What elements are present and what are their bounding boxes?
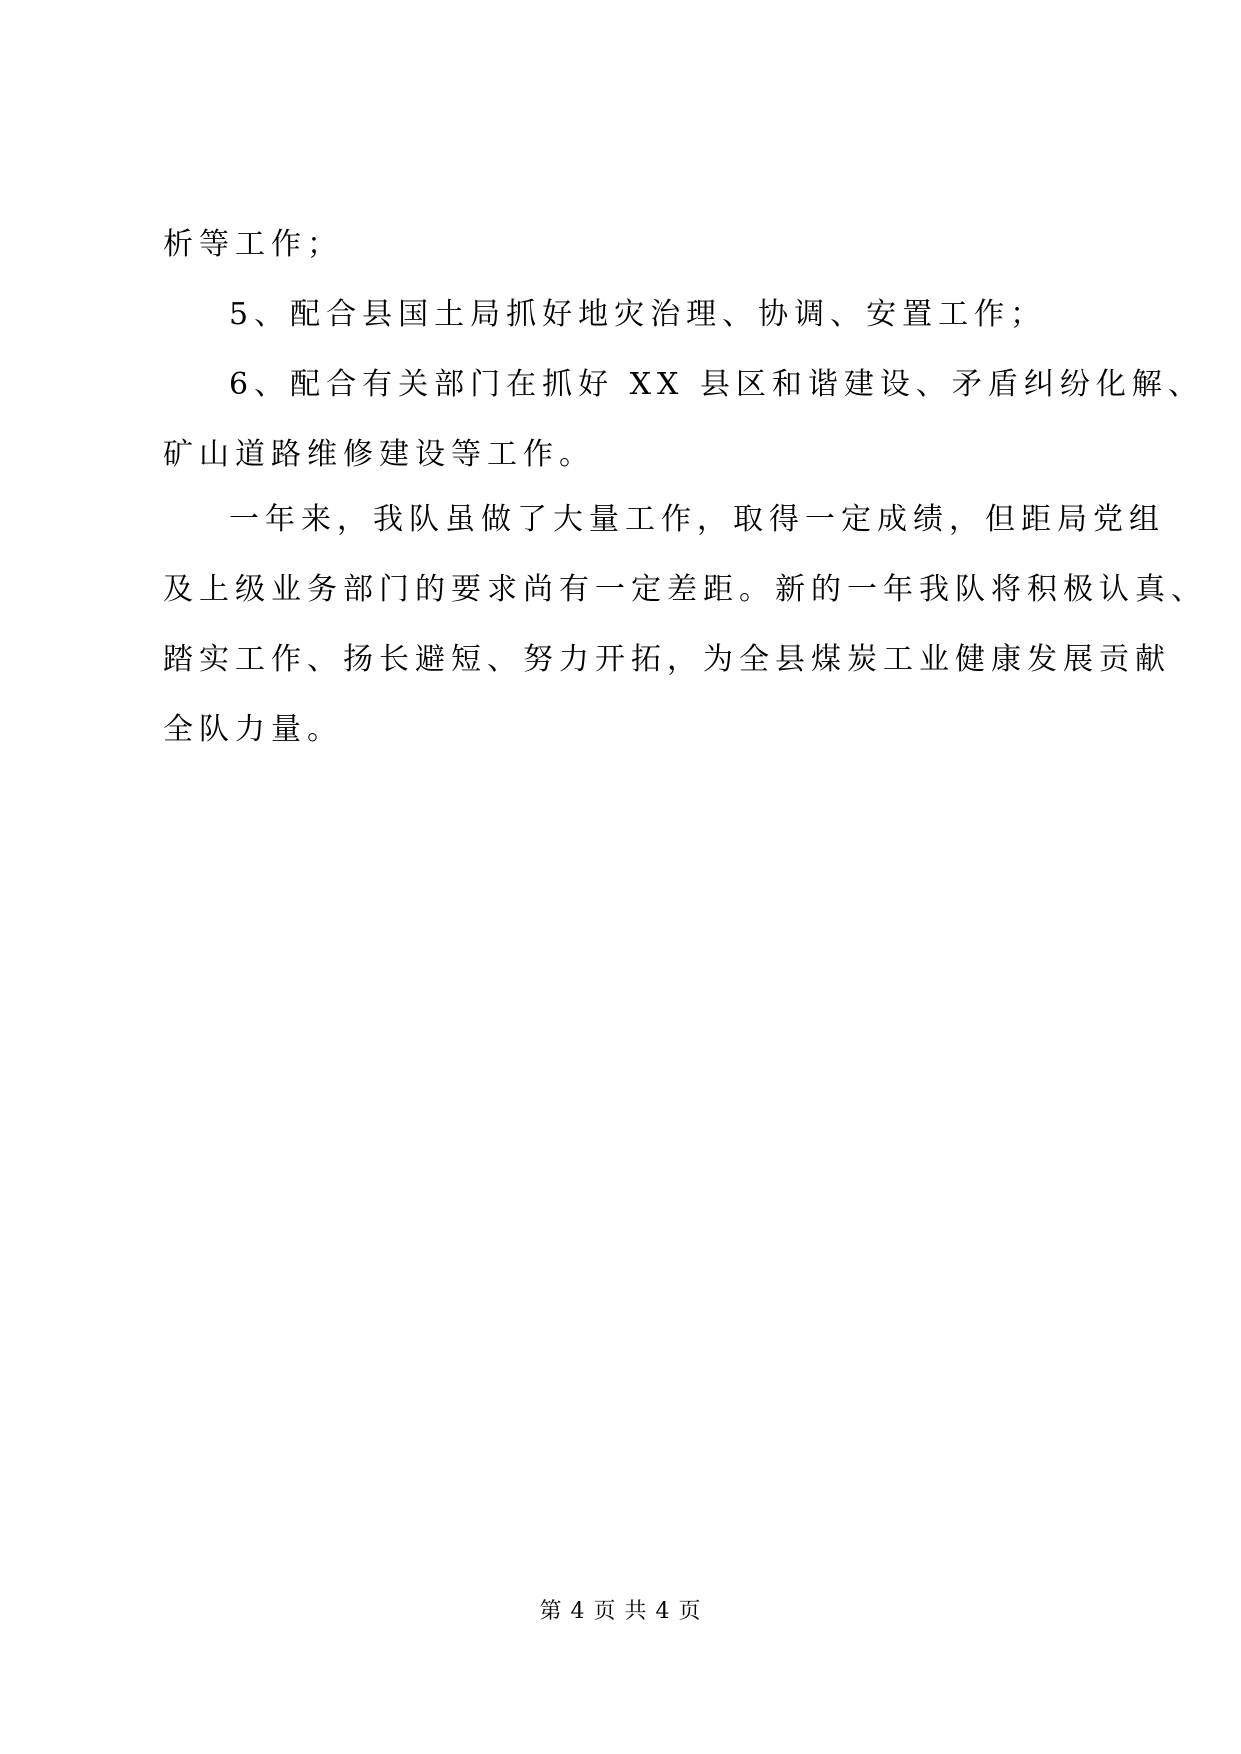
summary-paragraph-start: 一年来，我队虽做了大量工作，取得一定成绩，但距局党组 — [229, 502, 1165, 537]
page-number-footer: 第 4 页 共 4 页 — [539, 1599, 702, 1624]
list-item-6: 6、配合有关部门在抓好 XX 县区和谐建设、矛盾纠纷化解、 — [229, 367, 1204, 402]
text-line: 矿山道路维修建设等工作。 — [163, 437, 595, 472]
text-line: 踏实工作、扬长避短、努力开拓，为全县煤炭工业健康发展贡献 — [163, 642, 1171, 677]
text-line: 全队力量。 — [163, 712, 343, 747]
list-item-5: 5、配合县国土局抓好地灾治理、协调、安置工作； — [229, 297, 1047, 332]
text-line: 及上级业务部门的要求尚有一定差距。新的一年我队将积极认真、 — [163, 572, 1207, 607]
text-line: 析等工作； — [163, 227, 343, 262]
